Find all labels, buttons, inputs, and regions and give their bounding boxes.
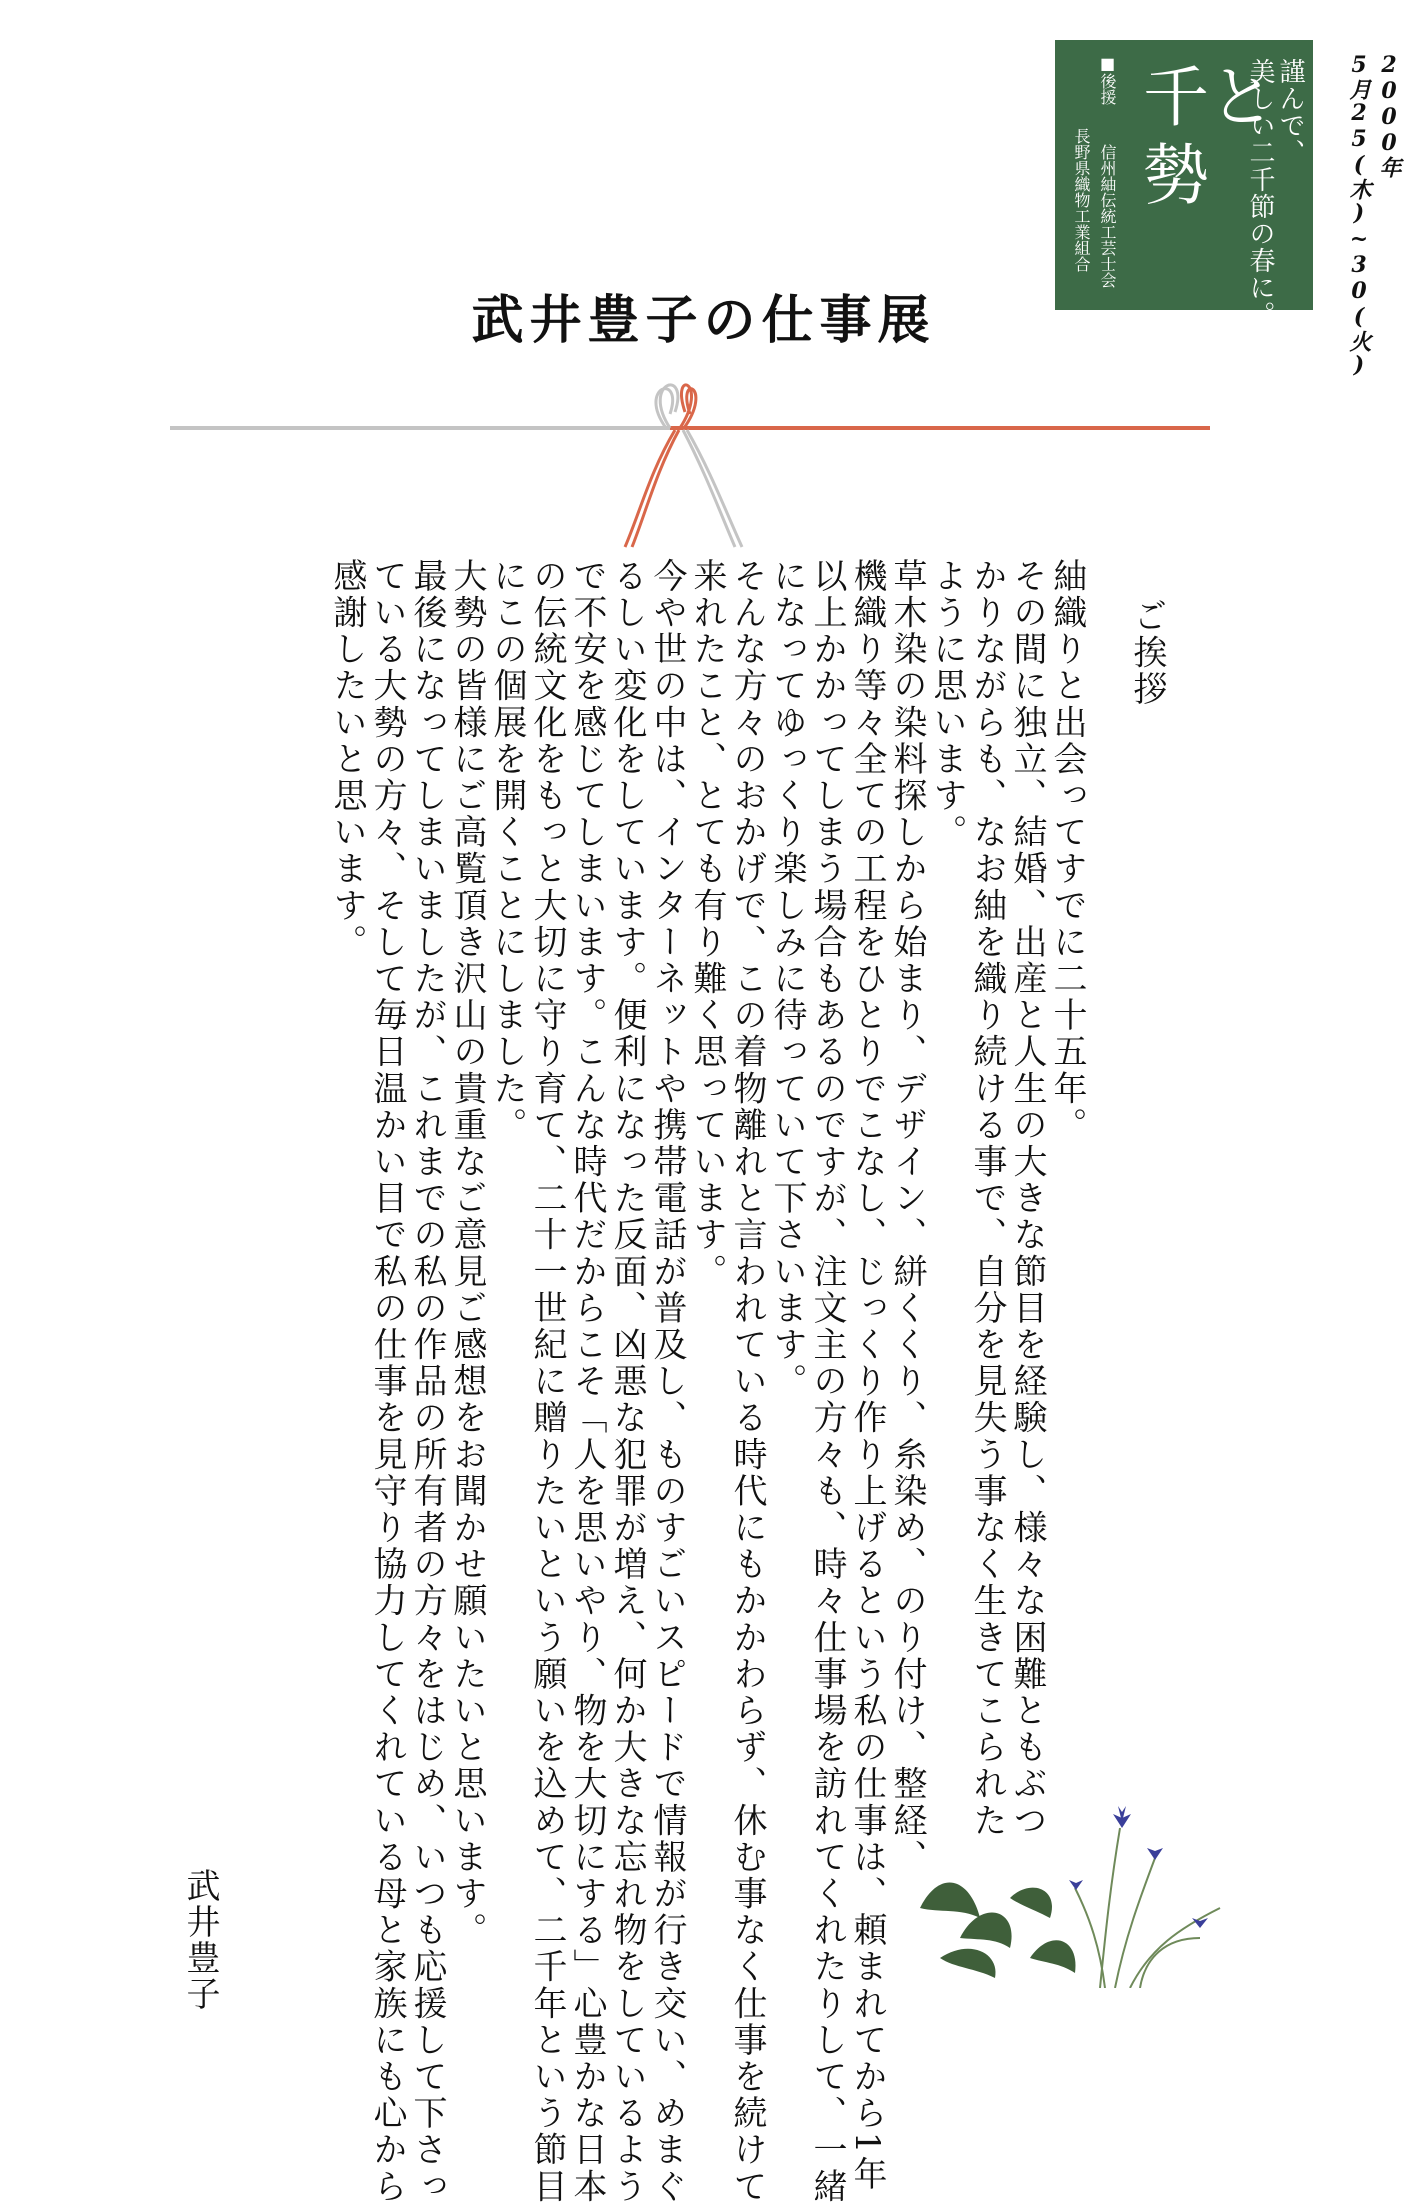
date-year: 2000年	[1376, 52, 1402, 178]
title-kanji-top: 千と	[1143, 59, 1275, 136]
exhibition-title: 武井豊子の仕事展	[471, 290, 936, 351]
paragraph-5: 大勢の皆様にご高覧頂き沢山の貴重なご意見ご感想をお聞かせ願いたいと思います。	[447, 558, 487, 1949]
title-box	[1055, 40, 1313, 328]
sponsor-label: ■後援	[1098, 54, 1117, 105]
greeting-line-2: 美しい二千節の春に。	[1245, 58, 1275, 328]
paragraph-1: 紬織りと出会ってすでに二十五年。 その間に独立、結婚、出産と人生の大きな節目を経験し、様々な困難ともぶつ かりながらも、なお紬を織り続ける事で、自分を見失う事なく生きてこられた ように思います。	[927, 558, 1087, 1839]
paragraph-4: 今や世の中は、インターネットや携帯電話が普及し、ものすごいスピードで情報が行き交い、めまぐ るしい変化をしています。便利になった反面、凶悪な犯罪が増え、何か大きな忘れ物をしているよう で不安を感じてしまいます。こんな時代だからこそ「人を思いやり、物を大切にする」心豊かな日本 の伝統文化をもっと大切に守り育て、二十一世紀に贈りたいという願いを込めて、二千年という節目 にこの個展を開くことにしました。	[487, 558, 687, 2205]
sponsor-name-1: 信州紬伝統工芸士会	[1098, 144, 1117, 288]
paragraph-3: そんな方々のおかげで、この着物離れと言われている時代にもかかわらず、休む事なく仕事を続けて 来れたこと、とても有り難く思っています。	[687, 558, 767, 2205]
iris-flower-illustration	[900, 1788, 1240, 1988]
greeting-heading: ご挨拶	[1127, 598, 1167, 708]
paragraph-2: 草木染の染料探しから始まり、デザイン、絣くくり、糸染め、のり付け、整経、 機織り等々全ての工程をひとりでこなし、じっくり作り上げるという私の仕事は、頼まれてから1年 以上かかってしまう場合もあるのですが、注文主の方々も、時々仕事場を訪れてくれたりして、一緒 になってゆっくり楽しみに待っていて下さいます。	[767, 558, 927, 2205]
greeting-message	[327, 558, 1167, 2205]
paragraph-6: 最後になってしまいましたが、これまでの私の作品の所有者の方々をはじめ、いつも応援して下さっ ている大勢の方々、そして毎日温かい目で私の仕事を見守り協力してくれている母と家族にも心から 感謝したいと思います。	[327, 558, 447, 2205]
mizuhiki-knot-icon	[170, 372, 1210, 552]
greeting-line-1: 謹んで、	[1275, 58, 1305, 166]
sponsor-name-2: 長野県織物工業組合	[1072, 128, 1091, 272]
title-kanji-bottom: 勢	[1143, 137, 1209, 214]
signature: 武井豊子	[180, 1868, 220, 2012]
date-range: 5月25(木)~30(火)	[1346, 52, 1372, 378]
